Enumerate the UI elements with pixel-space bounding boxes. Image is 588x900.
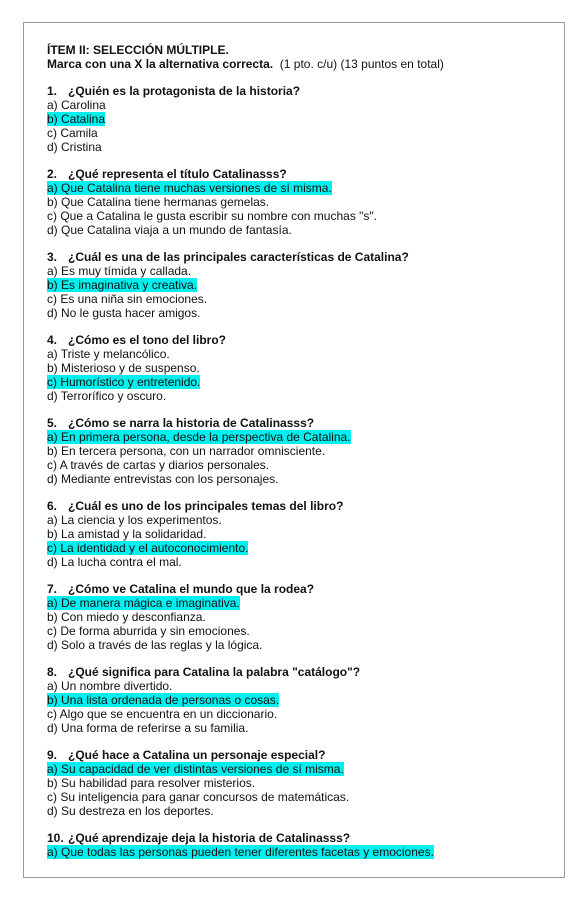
answer-option[interactable] bbox=[47, 513, 547, 527]
answer-option[interactable] bbox=[47, 278, 547, 292]
answer-option[interactable] bbox=[47, 555, 547, 569]
instructions-bold: Marca con una X la alternativa correcta. bbox=[47, 57, 274, 71]
answer-option-text-highlighted: c) Humorístico y entretenido. bbox=[47, 375, 201, 389]
answer-option[interactable] bbox=[47, 707, 547, 721]
answer-option[interactable] bbox=[47, 375, 547, 389]
answer-option-text: d) No le gusta hacer amigos. bbox=[47, 306, 201, 320]
answer-option-text: d) La lucha contra el mal. bbox=[47, 555, 182, 569]
answer-option[interactable] bbox=[47, 195, 547, 209]
answer-option-text: a) Carolina bbox=[47, 98, 106, 112]
question-stem bbox=[47, 748, 547, 762]
answer-option[interactable] bbox=[47, 790, 547, 804]
answer-option[interactable] bbox=[47, 223, 547, 237]
question-3 bbox=[47, 250, 547, 320]
answer-option-text: c) Camila bbox=[47, 126, 98, 140]
answer-option[interactable] bbox=[47, 347, 547, 361]
question-number: 10. bbox=[47, 831, 64, 845]
answer-option[interactable] bbox=[47, 541, 547, 555]
question-stem bbox=[47, 250, 547, 264]
answer-option-text: d) Que Catalina viaja a un mundo de fantasía. bbox=[47, 223, 292, 237]
answer-option-text: d) Su destreza en los deportes. bbox=[47, 804, 214, 818]
question-stem bbox=[47, 84, 547, 98]
answer-option-text: d) Solo a través de las reglas y la lógica. bbox=[47, 638, 263, 652]
answer-option-text: a) Es muy tímida y callada. bbox=[47, 264, 192, 278]
answer-option[interactable] bbox=[47, 444, 547, 458]
question-stem bbox=[47, 665, 547, 679]
question-2 bbox=[47, 167, 547, 237]
question-stem bbox=[47, 582, 547, 596]
answer-option-text: d) Mediante entrevistas con los personajes. bbox=[47, 472, 279, 486]
answer-option-text: c) Es una niña sin emociones. bbox=[47, 292, 208, 306]
question-9 bbox=[47, 748, 547, 818]
answer-option[interactable] bbox=[47, 430, 547, 444]
question-number: 9. bbox=[47, 748, 58, 762]
answer-option[interactable] bbox=[47, 209, 547, 223]
answer-option[interactable] bbox=[47, 389, 547, 403]
answer-option[interactable] bbox=[47, 140, 547, 154]
question-number: 6. bbox=[47, 499, 58, 513]
answer-option-text: c) A través de cartas y diarios personales. bbox=[47, 458, 270, 472]
question-number: 4. bbox=[47, 333, 58, 347]
answer-option-text: b) Con miedo y desconfianza. bbox=[47, 610, 206, 624]
answer-option[interactable] bbox=[47, 458, 547, 472]
answer-option[interactable] bbox=[47, 126, 547, 140]
answer-option[interactable] bbox=[47, 610, 547, 624]
answer-option-text: b) Que Catalina tiene hermanas gemelas. bbox=[47, 195, 270, 209]
answer-option-text: b) En tercera persona, con un narrador omnisciente. bbox=[47, 444, 326, 458]
answer-option-text: d) Terrorífico y oscuro. bbox=[47, 389, 167, 403]
answer-option-text-highlighted: a) De manera mágica e imaginativa. bbox=[47, 596, 240, 610]
section-title: ÍTEM II: SELECCIÓN MÚLTIPLE. bbox=[47, 43, 229, 57]
answer-option-text: b) Misterioso y de suspenso. bbox=[47, 361, 200, 375]
answer-option-text: b) La amistad y la solidaridad. bbox=[47, 527, 207, 541]
answer-option[interactable] bbox=[47, 306, 547, 320]
answer-option[interactable] bbox=[47, 596, 547, 610]
question-text: ¿Qué representa el título Catalinasss? bbox=[68, 167, 287, 181]
question-list bbox=[47, 84, 547, 859]
question-number: 7. bbox=[47, 582, 58, 596]
answer-option[interactable] bbox=[47, 264, 547, 278]
answer-option-text-highlighted: a) Su capacidad de ver distintas versiones de sí misma. bbox=[47, 762, 344, 776]
question-text: ¿Cómo se narra la historia de Catalinasss? bbox=[68, 416, 315, 430]
worksheet bbox=[47, 43, 547, 859]
question-text: ¿Cuál es uno de los principales temas del libro? bbox=[68, 499, 344, 513]
answer-option[interactable] bbox=[47, 181, 547, 195]
question-8 bbox=[47, 665, 547, 735]
question-stem bbox=[47, 416, 547, 430]
question-text: ¿Quién es la protagonista de la historia? bbox=[68, 84, 301, 98]
answer-option-text: c) Algo que se encuentra en un diccionario. bbox=[47, 707, 278, 721]
question-text: ¿Qué aprendizaje deja la historia de Catalinasss? bbox=[68, 831, 351, 845]
question-text: ¿Cómo es el tono del libro? bbox=[68, 333, 227, 347]
question-number: 8. bbox=[47, 665, 58, 679]
answer-option-text-highlighted: a) Que Catalina tiene muchas versiones de sí misma. bbox=[47, 181, 332, 195]
answer-option-text-highlighted: b) Es imaginativa y creativa. bbox=[47, 278, 198, 292]
question-number: 5. bbox=[47, 416, 58, 430]
question-number: 1. bbox=[47, 84, 58, 98]
question-10 bbox=[47, 831, 547, 859]
answer-option-text: a) Un nombre divertido. bbox=[47, 679, 173, 693]
answer-option[interactable] bbox=[47, 98, 547, 112]
answer-option[interactable] bbox=[47, 624, 547, 638]
answer-option[interactable] bbox=[47, 361, 547, 375]
answer-option-text-highlighted: b) Catalina bbox=[47, 112, 106, 126]
question-6 bbox=[47, 499, 547, 569]
question-1 bbox=[47, 84, 547, 154]
answer-option[interactable] bbox=[47, 804, 547, 818]
answer-option-text: a) La ciencia y los experimentos. bbox=[47, 513, 222, 527]
answer-option[interactable] bbox=[47, 776, 547, 790]
answer-option[interactable] bbox=[47, 845, 547, 859]
question-stem bbox=[47, 167, 547, 181]
answer-option[interactable] bbox=[47, 721, 547, 735]
answer-option[interactable] bbox=[47, 638, 547, 652]
question-text: ¿Qué hace a Catalina un personaje especial? bbox=[68, 748, 326, 762]
question-number: 3. bbox=[47, 250, 58, 264]
answer-option[interactable] bbox=[47, 112, 547, 126]
answer-option[interactable] bbox=[47, 472, 547, 486]
instructions-points: (1 pto. c/u) (13 puntos en total) bbox=[273, 57, 444, 71]
answer-option-text-highlighted: a) En primera persona, desde la perspectiva de Catalina. bbox=[47, 430, 351, 444]
question-text: ¿Qué significa para Catalina la palabra "catálogo"? bbox=[68, 665, 361, 679]
answer-option-text: c) Que a Catalina le gusta escribir su nombre con muchas "s". bbox=[47, 209, 377, 223]
question-number: 2. bbox=[47, 167, 58, 181]
answer-option-text: c) De forma aburrida y sin emociones. bbox=[47, 624, 250, 638]
question-4 bbox=[47, 333, 547, 403]
answer-option[interactable] bbox=[47, 292, 547, 306]
answer-option-text: c) Su inteligencia para ganar concursos de matemáticas. bbox=[47, 790, 350, 804]
answer-option-text: d) Una forma de referirse a su familia. bbox=[47, 721, 249, 735]
question-stem bbox=[47, 333, 547, 347]
question-7 bbox=[47, 582, 547, 652]
answer-option[interactable] bbox=[47, 527, 547, 541]
answer-option-text: a) Triste y melancólico. bbox=[47, 347, 170, 361]
answer-option-text-highlighted: c) La identidad y el autoconocimiento. bbox=[47, 541, 249, 555]
answer-option[interactable] bbox=[47, 762, 547, 776]
question-5 bbox=[47, 416, 547, 486]
question-stem bbox=[47, 499, 547, 513]
answer-option-text: b) Su habilidad para resolver misterios. bbox=[47, 776, 256, 790]
answer-option-text: d) Cristina bbox=[47, 140, 102, 154]
question-stem bbox=[47, 831, 547, 845]
answer-option-text-highlighted: b) Una lista ordenada de personas o cosas. bbox=[47, 693, 280, 707]
answer-option[interactable] bbox=[47, 693, 547, 707]
answer-option[interactable] bbox=[47, 679, 547, 693]
answer-option-text-highlighted: a) Que todas las personas pueden tener diferentes facetas y emociones. bbox=[47, 845, 434, 859]
question-text: ¿Cuál es una de las principales características de Catalina? bbox=[68, 250, 409, 264]
instructions bbox=[47, 57, 547, 71]
question-text: ¿Cómo ve Catalina el mundo que la rodea? bbox=[68, 582, 315, 596]
